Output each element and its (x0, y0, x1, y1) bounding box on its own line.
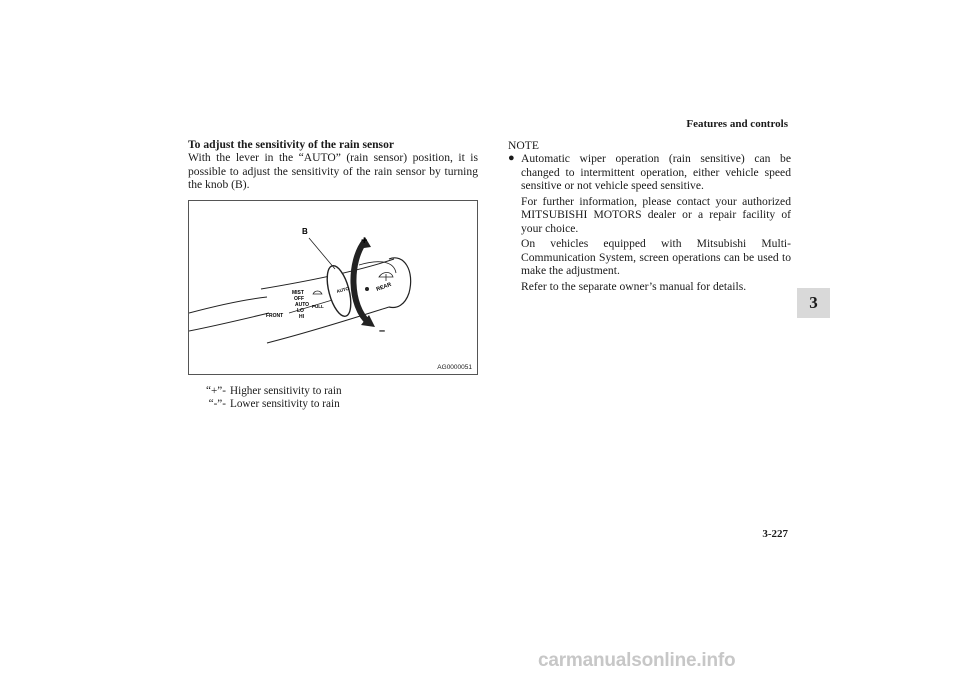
intro-paragraph: With the lever in the “AUTO” (rain sensor) position, it is possible to adjust the sensitivity of the rain sensor by turning the knob (B). (188, 151, 478, 191)
chapter-tab (797, 288, 830, 318)
watermark-link[interactable]: carmanualsonline.info (538, 650, 736, 671)
legend-row-plus (188, 385, 478, 399)
label-auto: AUTO (295, 301, 310, 308)
label-b: B (302, 226, 308, 236)
label-off: OFF (294, 295, 304, 302)
label-mist: MIST (292, 289, 304, 296)
note-body (521, 152, 791, 295)
label-front: FRONT (266, 312, 284, 319)
label-pull: PULL (312, 303, 324, 309)
sensitivity-legend (188, 385, 478, 412)
chapter-number: 3 (809, 293, 818, 312)
wiper-lever-figure (188, 200, 478, 375)
pointer-line-b (309, 238, 335, 269)
legend-text: Higher sensitivity to rain (230, 384, 342, 397)
label-minus: – (379, 324, 386, 337)
page-number: 3-227 (762, 528, 788, 540)
note-paragraph: For further information, please contact your authorized MITSUBISHI MOTORS dealer or a repair facility of your choice. (521, 194, 791, 235)
position-dot (365, 287, 369, 291)
bullet-icon: ● (508, 152, 515, 164)
legend-text: Lower sensitivity to rain (230, 398, 340, 410)
note-paragraph: On vehicles equipped with Mitsubishi Multi-Communication System, screen operations can be used to make the adjustment. (521, 237, 791, 277)
label-hi: HI (299, 313, 304, 320)
right-column (508, 139, 791, 295)
label-rear: REAR (375, 281, 393, 293)
rotation-arrow (353, 241, 369, 323)
note-label: NOTE (508, 139, 539, 152)
left-column (188, 138, 478, 412)
label-auto-knob: AUTO (335, 285, 350, 294)
label-plus: + (361, 234, 368, 247)
note-item (508, 152, 791, 295)
label-lo: LO (297, 307, 304, 314)
front-wiper-icon (313, 291, 322, 294)
legend-key: “-”- (208, 398, 226, 410)
figure-code: AG0000051 (437, 363, 472, 371)
note-paragraph: Refer to the separate owner’s manual for details. (521, 279, 747, 293)
lever-stem-top (189, 297, 267, 313)
note-paragraph: Automatic wiper operation (rain sensitive) can be changed to intermittent operation, either vehicle speed sensitive or not vehicle speed sensitive. (521, 152, 791, 192)
wiper-lever-illustration (189, 201, 477, 374)
legend-key: “+”- (206, 384, 226, 397)
lever-stem-bottom (189, 313, 269, 331)
section-heading: To adjust the sensitivity of the rain sensor (188, 138, 395, 151)
lever-end-cap (389, 257, 411, 307)
section-title: Features and controls (686, 118, 788, 130)
legend-row-minus (188, 398, 478, 412)
